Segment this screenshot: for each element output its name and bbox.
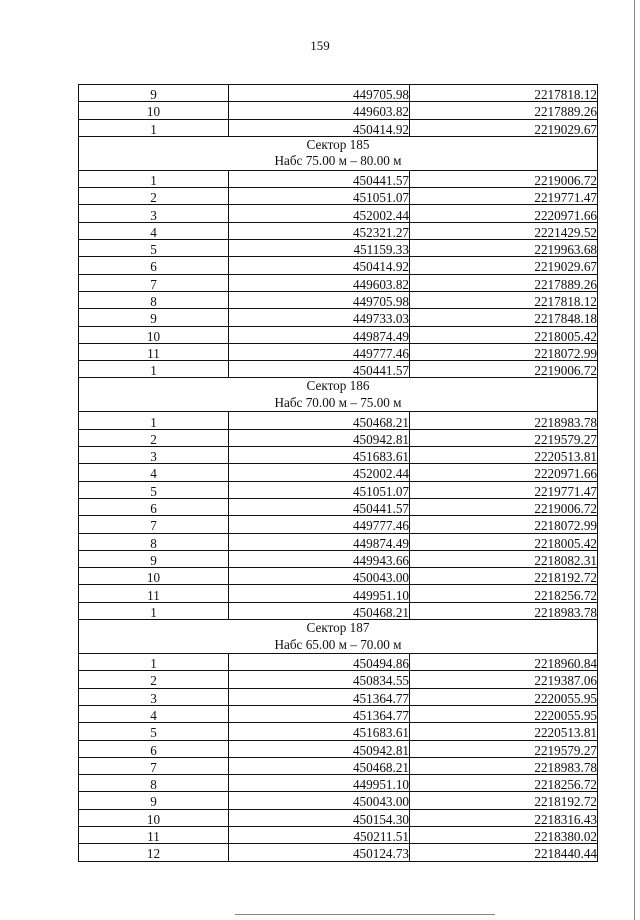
x-coordinate-cell: 452002.44 <box>229 205 410 222</box>
x-coordinate-cell: 449874.49 <box>229 326 410 343</box>
y-coordinate-cell: 2218380.02 <box>410 826 598 843</box>
y-coordinate-cell: 2218082.31 <box>410 550 598 567</box>
table-row <box>79 844 598 861</box>
x-coordinate-cell: 449951.10 <box>229 775 410 792</box>
sector-header <box>79 136 598 170</box>
table-row <box>79 775 598 792</box>
y-coordinate-cell: 2218005.42 <box>410 533 598 550</box>
x-coordinate-cell: 450124.73 <box>229 844 410 861</box>
point-number-cell: 8 <box>79 533 229 550</box>
scan-edge-mark <box>235 914 495 915</box>
coordinates-table-body <box>79 85 598 862</box>
sector-header-row <box>79 620 598 654</box>
sector-height-range: Набс 65.00 м – 70.00 м <box>274 636 402 652</box>
y-coordinate-cell: 2219579.27 <box>410 429 598 446</box>
x-coordinate-cell: 450441.57 <box>229 170 410 187</box>
point-number-cell: 5 <box>79 240 229 257</box>
x-coordinate-cell: 450154.30 <box>229 809 410 826</box>
point-number-cell: 9 <box>79 309 229 326</box>
table-row <box>79 481 598 498</box>
x-coordinate-cell: 449874.49 <box>229 533 410 550</box>
y-coordinate-cell: 2219963.68 <box>410 240 598 257</box>
x-coordinate-cell: 451364.77 <box>229 705 410 722</box>
y-coordinate-cell: 2219006.72 <box>410 361 598 378</box>
y-coordinate-cell: 2219771.47 <box>410 481 598 498</box>
x-coordinate-cell: 450414.92 <box>229 257 410 274</box>
point-number-cell: 10 <box>79 326 229 343</box>
point-number-cell: 3 <box>79 205 229 222</box>
x-coordinate-cell: 449951.10 <box>229 585 410 602</box>
point-number-cell: 4 <box>79 705 229 722</box>
x-coordinate-cell: 450942.81 <box>229 429 410 446</box>
table-row <box>79 568 598 585</box>
point-number-cell: 10 <box>79 568 229 585</box>
table-row <box>79 498 598 515</box>
point-number-cell: 4 <box>79 464 229 481</box>
y-coordinate-cell: 2220971.66 <box>410 464 598 481</box>
x-coordinate-cell: 449705.98 <box>229 291 410 308</box>
point-number-cell: 1 <box>79 119 229 136</box>
table-row <box>79 119 598 136</box>
y-coordinate-cell: 2219006.72 <box>410 170 598 187</box>
point-number-cell: 3 <box>79 688 229 705</box>
point-number-cell: 2 <box>79 429 229 446</box>
y-coordinate-cell: 2220513.81 <box>410 723 598 740</box>
y-coordinate-cell: 2217889.26 <box>410 102 598 119</box>
y-coordinate-cell: 2221429.52 <box>410 222 598 239</box>
point-number-cell: 10 <box>79 809 229 826</box>
y-coordinate-cell: 2220055.95 <box>410 688 598 705</box>
table-row <box>79 222 598 239</box>
x-coordinate-cell: 450468.21 <box>229 412 410 429</box>
point-number-cell: 7 <box>79 516 229 533</box>
x-coordinate-cell: 449777.46 <box>229 343 410 360</box>
x-coordinate-cell: 450043.00 <box>229 792 410 809</box>
table-row <box>79 102 598 119</box>
y-coordinate-cell: 2218960.84 <box>410 654 598 671</box>
y-coordinate-cell: 2218316.43 <box>410 809 598 826</box>
table-row <box>79 170 598 187</box>
table-row <box>79 274 598 291</box>
y-coordinate-cell: 2218440.44 <box>410 844 598 861</box>
point-number-cell: 2 <box>79 671 229 688</box>
point-number-cell: 4 <box>79 222 229 239</box>
table-row <box>79 516 598 533</box>
y-coordinate-cell: 2218005.42 <box>410 326 598 343</box>
y-coordinate-cell: 2218256.72 <box>410 585 598 602</box>
table-row <box>79 826 598 843</box>
coordinates-table <box>78 84 598 862</box>
page-number: 159 <box>310 38 330 53</box>
y-coordinate-cell: 2217818.12 <box>410 85 598 102</box>
y-coordinate-cell: 2219029.67 <box>410 257 598 274</box>
sector-header-row <box>79 378 598 412</box>
table-row <box>79 343 598 360</box>
x-coordinate-cell: 450942.81 <box>229 740 410 757</box>
point-number-cell: 10 <box>79 102 229 119</box>
table-row <box>79 723 598 740</box>
point-number-cell: 5 <box>79 723 229 740</box>
x-coordinate-cell: 450468.21 <box>229 602 410 619</box>
point-number-cell: 1 <box>79 170 229 187</box>
sector-header <box>79 378 598 412</box>
y-coordinate-cell: 2217818.12 <box>410 291 598 308</box>
table-row <box>79 671 598 688</box>
point-number-cell: 3 <box>79 447 229 464</box>
point-number-cell: 7 <box>79 757 229 774</box>
sector-header-row <box>79 136 598 170</box>
x-coordinate-cell: 450441.57 <box>229 498 410 515</box>
y-coordinate-cell: 2218072.99 <box>410 516 598 533</box>
table-row <box>79 361 598 378</box>
table-row <box>79 792 598 809</box>
y-coordinate-cell: 2218192.72 <box>410 792 598 809</box>
table-row <box>79 585 598 602</box>
table-row <box>79 533 598 550</box>
point-number-cell: 2 <box>79 188 229 205</box>
point-number-cell: 9 <box>79 85 229 102</box>
point-number-cell: 1 <box>79 654 229 671</box>
x-coordinate-cell: 451051.07 <box>229 481 410 498</box>
point-number-cell: 11 <box>79 343 229 360</box>
point-number-cell: 12 <box>79 844 229 861</box>
table-row <box>79 257 598 274</box>
scan-edge-mark <box>634 0 635 920</box>
y-coordinate-cell: 2219006.72 <box>410 498 598 515</box>
y-coordinate-cell: 2219029.67 <box>410 119 598 136</box>
x-coordinate-cell: 449733.03 <box>229 309 410 326</box>
table-row <box>79 309 598 326</box>
y-coordinate-cell: 2218072.99 <box>410 343 598 360</box>
x-coordinate-cell: 452321.27 <box>229 222 410 239</box>
y-coordinate-cell: 2219771.47 <box>410 188 598 205</box>
y-coordinate-cell: 2220513.81 <box>410 447 598 464</box>
table-row <box>79 740 598 757</box>
y-coordinate-cell: 2219579.27 <box>410 740 598 757</box>
x-coordinate-cell: 449777.46 <box>229 516 410 533</box>
sector-header <box>79 620 598 654</box>
point-number-cell: 5 <box>79 481 229 498</box>
x-coordinate-cell: 451159.33 <box>229 240 410 257</box>
x-coordinate-cell: 451683.61 <box>229 447 410 464</box>
table-row <box>79 429 598 446</box>
x-coordinate-cell: 450441.57 <box>229 361 410 378</box>
sector-title: Сектор 185 <box>306 136 370 152</box>
x-coordinate-cell: 451364.77 <box>229 688 410 705</box>
table-row <box>79 757 598 774</box>
x-coordinate-cell: 451051.07 <box>229 188 410 205</box>
point-number-cell: 1 <box>79 412 229 429</box>
table-row <box>79 447 598 464</box>
point-number-cell: 8 <box>79 775 229 792</box>
x-coordinate-cell: 450211.51 <box>229 826 410 843</box>
point-number-cell: 11 <box>79 826 229 843</box>
sector-height-range: Набс 70.00 м – 75.00 м <box>274 394 402 410</box>
point-number-cell: 7 <box>79 274 229 291</box>
table-row <box>79 809 598 826</box>
y-coordinate-cell: 2217889.26 <box>410 274 598 291</box>
table-row <box>79 602 598 619</box>
point-number-cell: 1 <box>79 361 229 378</box>
x-coordinate-cell: 450834.55 <box>229 671 410 688</box>
y-coordinate-cell: 2220055.95 <box>410 705 598 722</box>
table-row <box>79 412 598 429</box>
x-coordinate-cell: 450468.21 <box>229 757 410 774</box>
table-row <box>79 205 598 222</box>
table-row <box>79 688 598 705</box>
y-coordinate-cell: 2218983.78 <box>410 412 598 429</box>
table-row <box>79 240 598 257</box>
point-number-cell: 6 <box>79 740 229 757</box>
sector-title: Сектор 187 <box>306 620 370 636</box>
y-coordinate-cell: 2220971.66 <box>410 205 598 222</box>
table-row <box>79 85 598 102</box>
point-number-cell: 8 <box>79 291 229 308</box>
point-number-cell: 9 <box>79 550 229 567</box>
y-coordinate-cell: 2218256.72 <box>410 775 598 792</box>
point-number-cell: 11 <box>79 585 229 602</box>
y-coordinate-cell: 2217848.18 <box>410 309 598 326</box>
x-coordinate-cell: 450494.86 <box>229 654 410 671</box>
point-number-cell: 6 <box>79 498 229 515</box>
x-coordinate-cell: 449603.82 <box>229 274 410 291</box>
x-coordinate-cell: 449943.66 <box>229 550 410 567</box>
table-row <box>79 326 598 343</box>
x-coordinate-cell: 449603.82 <box>229 102 410 119</box>
table-row <box>79 291 598 308</box>
point-number-cell: 1 <box>79 602 229 619</box>
table-row <box>79 188 598 205</box>
table-row <box>79 464 598 481</box>
x-coordinate-cell: 449705.98 <box>229 85 410 102</box>
y-coordinate-cell: 2218983.78 <box>410 757 598 774</box>
table-row <box>79 654 598 671</box>
y-coordinate-cell: 2219387.06 <box>410 671 598 688</box>
y-coordinate-cell: 2218983.78 <box>410 602 598 619</box>
x-coordinate-cell: 451683.61 <box>229 723 410 740</box>
sector-title: Сектор 186 <box>306 378 370 394</box>
x-coordinate-cell: 452002.44 <box>229 464 410 481</box>
sector-height-range: Набс 75.00 м – 80.00 м <box>274 153 402 169</box>
point-number-cell: 9 <box>79 792 229 809</box>
table-row <box>79 705 598 722</box>
table-row <box>79 550 598 567</box>
point-number-cell: 6 <box>79 257 229 274</box>
x-coordinate-cell: 450414.92 <box>229 119 410 136</box>
y-coordinate-cell: 2218192.72 <box>410 568 598 585</box>
x-coordinate-cell: 450043.00 <box>229 568 410 585</box>
